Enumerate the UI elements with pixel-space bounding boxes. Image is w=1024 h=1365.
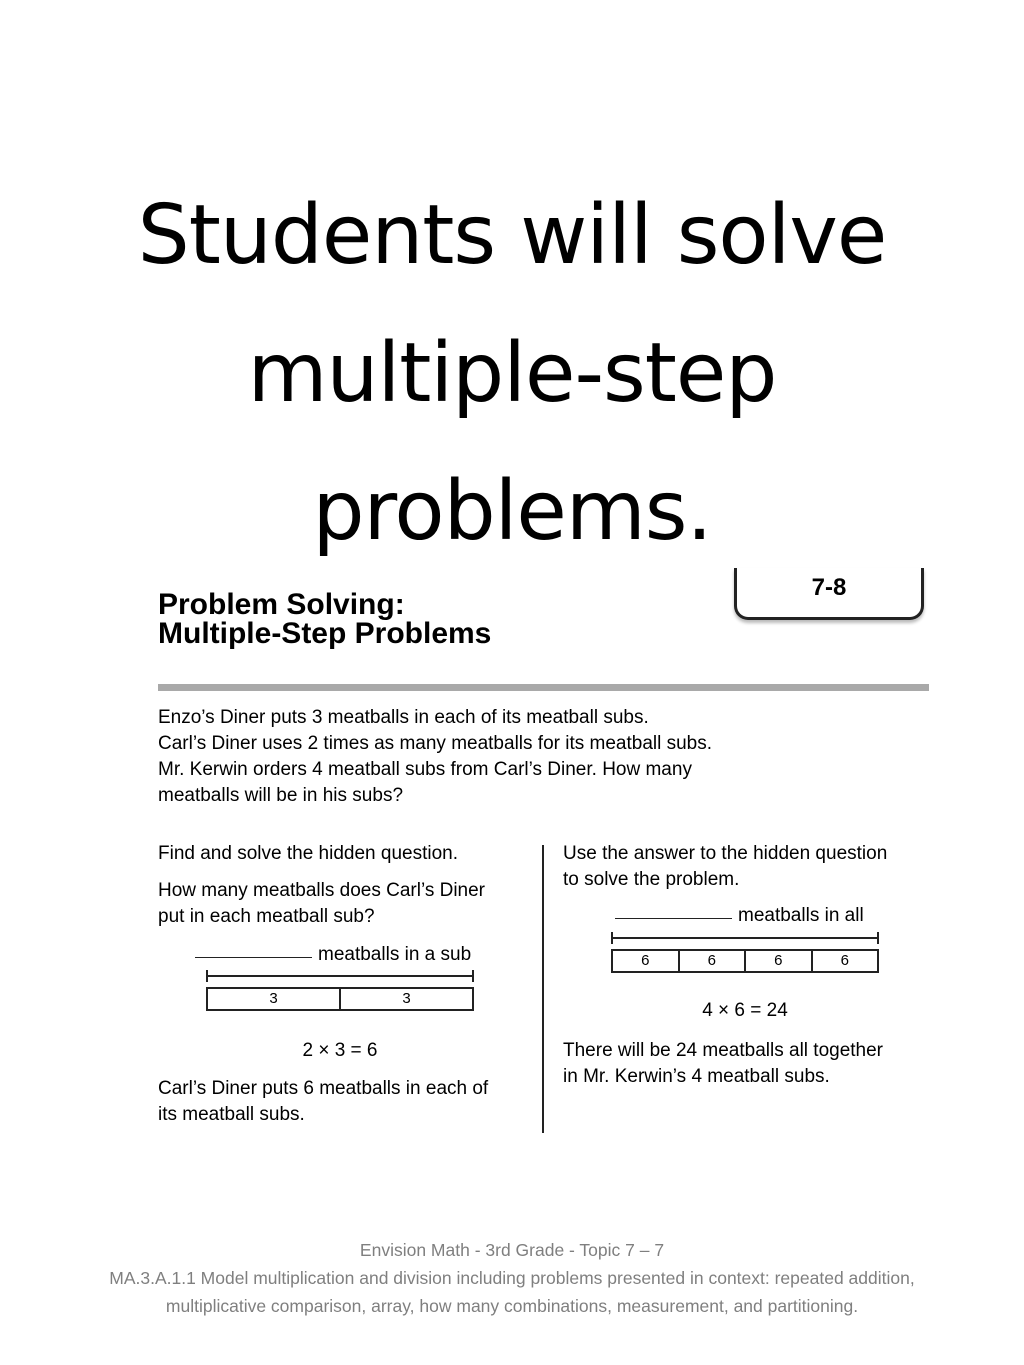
footer-line: Envision Math - 3rd Grade - Topic 7 – 7 xyxy=(359,1240,665,1260)
problem-line: meatballs will be in his subs? xyxy=(158,785,404,806)
right-bar-diagram xyxy=(611,949,879,973)
bar-segment: 6 xyxy=(641,952,650,969)
hidden-question-line: put in each meatball sub? xyxy=(158,906,375,927)
right-answer-line: There will be 24 meatballs all together xyxy=(563,1040,884,1061)
problem-line: Carl’s Diner uses 2 times as many meatballs for its meatball subs. xyxy=(158,733,713,754)
left-blank-label: meatballs in a sub xyxy=(318,944,472,965)
bar-segment: 3 xyxy=(339,989,472,1009)
right-step-heading xyxy=(563,841,887,893)
right-answer-line: in Mr. Kerwin’s 4 meatball subs. xyxy=(563,1066,830,1087)
hidden-question xyxy=(158,878,485,930)
left-answer-line: its meatball subs. xyxy=(158,1104,305,1125)
lesson-number-tab xyxy=(734,568,924,620)
column-divider xyxy=(542,845,544,1133)
bar-segment: 6 xyxy=(744,951,811,971)
problem-line: Enzo’s Diner puts 3 meatballs in each of its meatball subs. xyxy=(158,707,649,728)
worksheet-image xyxy=(0,560,1024,1160)
answer-blank-line xyxy=(195,957,312,958)
right-answer-blank xyxy=(615,905,864,927)
right-step-line: Use the answer to the hidden question xyxy=(563,843,888,864)
bar-segment: 3 xyxy=(269,990,278,1007)
worksheet-title xyxy=(158,590,491,648)
slide-title-line: multiple-step xyxy=(247,325,777,421)
right-blank-label: meatballs in all xyxy=(738,905,864,926)
problem-line: Mr. Kerwin orders 4 meatball subs from Carl’s Diner. How many xyxy=(158,759,692,780)
left-total-bracket xyxy=(206,970,474,982)
footer-line: multiplicative comparison, array, how many combinations, measurement, and partitioning. xyxy=(165,1296,859,1316)
right-answer xyxy=(563,1038,883,1090)
slide-title-line: problems. xyxy=(312,463,712,559)
left-equation: 2 × 3 = 6 xyxy=(302,1040,378,1061)
answer-blank-line xyxy=(615,918,732,919)
footer-line: MA.3.A.1.1 Model multiplication and division including problems presented in context: repeated addition, xyxy=(109,1268,915,1288)
slide-title xyxy=(0,167,1024,581)
lesson-number: 7-8 xyxy=(811,574,847,601)
slide-footer xyxy=(0,1236,1024,1320)
slide-title-line: Students will solve xyxy=(137,187,887,283)
right-total-bracket xyxy=(611,932,879,944)
left-answer-blank xyxy=(195,944,471,966)
title-divider xyxy=(158,684,929,691)
hidden-question-line: How many meatballs does Carl’s Diner xyxy=(158,880,485,901)
bar-segment: 6 xyxy=(678,951,745,971)
worksheet-title-line: Problem Solving: xyxy=(158,588,405,621)
bar-segment: 6 xyxy=(811,951,878,971)
left-step-heading xyxy=(158,841,458,867)
left-bar-diagram xyxy=(206,987,474,1011)
right-step-line: to solve the problem. xyxy=(563,869,740,890)
worksheet-title-line: Multiple-Step Problems xyxy=(158,617,492,650)
left-answer xyxy=(158,1076,488,1128)
left-step-heading-text: Find and solve the hidden question. xyxy=(158,843,458,864)
left-answer-line: Carl’s Diner puts 6 meatballs in each of xyxy=(158,1078,489,1099)
right-equation: 4 × 6 = 24 xyxy=(702,1000,788,1021)
problem-statement xyxy=(158,705,712,809)
